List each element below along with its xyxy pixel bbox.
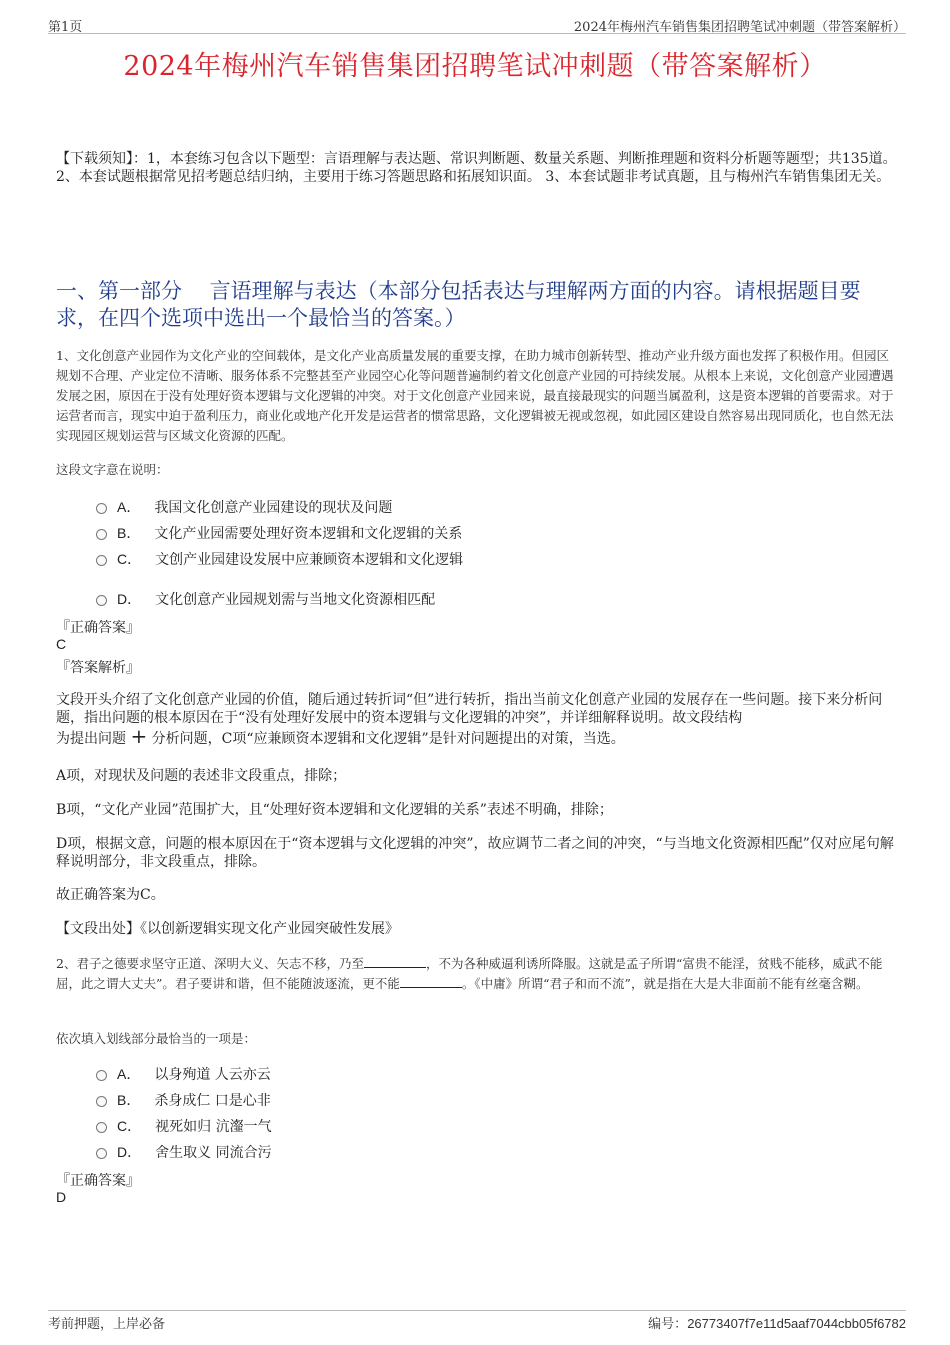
q1-source: 【文段出处】《以创新逻辑实现文化产业园突破性发展》 <box>56 921 399 937</box>
section-title: 一、第一部分 言语理解与表达（本部分包括表达与理解两方面的内容。请根据题目要求，在四个选项中选出一个最恰当的答案。） <box>56 279 861 330</box>
q1-option-c[interactable]: C． 文创产业园建设发展中应兼顾资本逻辑和文化逻辑 <box>96 549 463 569</box>
radio-icon[interactable] <box>96 1148 107 1159</box>
page-title: 2024年梅州汽车销售集团招聘笔试冲刺题（带答案解析） <box>123 51 827 82</box>
q2-passage: 2、君子之德要求坚守正道、深明大义、矢志不移，乃至 ，不为各种威逼利诱所降服。这就是孟子所谓“富贵不能淫，贫贱不能移，威武不能屈，此之谓大丈夫”。君子要讲和谐，但不能随波逐流，更不能 。《中庸》所谓“君子和而不流”，就是指在大是大非面前不能有丝毫含糊。 <box>56 956 883 991</box>
q1-analysis-final: 故正确答案为C。 <box>56 887 165 903</box>
download-notice: 【下载须知】：1，本套练习包含以下题型：言语理解与表达题、常识判断题、数量关系题、判断推理题和资料分析题等题型；共135道。 2、本套试题根据常见招考题总结归纳，主要用于练习答题思路和拓展知识面。 3、本套试题非考试真题，且与梅州汽车销售集团无关。 <box>56 151 897 185</box>
blank-1 <box>364 955 426 968</box>
radio-icon[interactable] <box>96 595 107 606</box>
radio-icon[interactable] <box>96 1070 107 1081</box>
footer-code: 编号：26773407f7e11d5aaf7044cbb05f6782 <box>648 1316 906 1332</box>
q1-analysis-paragraph: 文段开头介绍了文化创意产业园的价值，随后通过转折词“但”进行转折，指出当前文化创意产业园的发展存在一些问题。接下来分析问题，指出问题的根本原因在于“没有处理好发展中的资本逻辑与文化逻辑的冲突”，并详细解释说明。故文段结构 为提出问题 + 分析问题，C项“应兼顾资本逻辑和文化逻辑”是针对问题提出的对策，当选。 <box>56 692 883 748</box>
q1-option-d[interactable]: D． 文化创意产业园规划需与当地文化资源相匹配 <box>96 589 435 609</box>
radio-icon[interactable] <box>96 1122 107 1133</box>
q1-answer: C <box>56 636 67 652</box>
q1-question: 这段文字意在说明： <box>56 462 169 477</box>
q1-passage: 1、文化创意产业园作为文化产业的空间载体，是文化产业高质量发展的重要支撑，在助力城市创新转型、推动产业升级方面也发挥了积极作用。但园区规划不合理、产业定位不清晰、服务体系不完整甚至产业园空心化等问题普遍制约着文化创意产业园的可持续发展。从根本上来说，文化创意产业园遭遇发展之困，原因在于没有处理好资本逻辑与文化逻辑的冲突。对于文化创意产业园来说，最直接最现实的问题当属盈利，这是资本逻辑的首要需求。对于运营者而言，现实中迫于盈利压力，商业化或地产化开发是运营者的惯常思路，文化逻辑被无视或忽视，如此园区建设自然容易出现同质化，也自然无法实现园区规划运营与区域文化资源的匹配。 <box>56 348 894 443</box>
radio-icon[interactable] <box>96 529 107 540</box>
q1-option-b[interactable]: B． 文化产业园需要处理好资本逻辑和文化逻辑的关系 <box>96 523 462 543</box>
header-doc-title: 2024年梅州汽车销售集团招聘笔试冲刺题（带答案解析） <box>573 20 906 35</box>
q2-question: 依次填入划线部分最恰当的一项是： <box>56 1031 257 1046</box>
footer-slogan: 考前押题，上岸必备 <box>48 1317 166 1332</box>
q1-option-a[interactable]: A． 我国文化创意产业园建设的现状及问题 <box>96 497 392 517</box>
radio-icon[interactable] <box>96 1096 107 1107</box>
q2-option-b[interactable]: B． 杀身成仁 口是心非 <box>96 1090 271 1110</box>
footer-divider <box>48 1310 906 1311</box>
q2-answer-label: 『正确答案』 <box>56 1173 140 1189</box>
q1-analysis-b: B项，“文化产业园”范围扩大，且“处理好资本逻辑和文化逻辑的关系”表述不明确，排除； <box>56 802 613 818</box>
q1-answer-label: 『正确答案』 <box>56 620 140 636</box>
q2-option-c[interactable]: C． 视死如归 沆瀣一气 <box>96 1116 272 1136</box>
radio-icon[interactable] <box>96 555 107 566</box>
q2-option-a[interactable]: A． 以身殉道 人云亦云 <box>96 1064 271 1084</box>
q1-analysis-label: 『答案解析』 <box>56 660 140 676</box>
q2-answer: D <box>56 1189 67 1205</box>
header-divider <box>48 33 906 34</box>
q2-option-d[interactable]: D． 舍生取义 同流合污 <box>96 1142 272 1162</box>
blank-2 <box>400 975 462 988</box>
radio-icon[interactable] <box>96 503 107 514</box>
page-number: 第1页 <box>48 20 83 35</box>
q1-analysis-d: D项，根据文意，问题的根本原因在于“资本逻辑与文化逻辑的冲突”，故应调节二者之间的冲突，“与当地文化资源相匹配”仅对应尾句解释说明部分，非文段重点，排除。 <box>56 836 894 870</box>
q1-analysis-a: A项，对现状及问题的表述非文段重点，排除； <box>56 768 347 784</box>
